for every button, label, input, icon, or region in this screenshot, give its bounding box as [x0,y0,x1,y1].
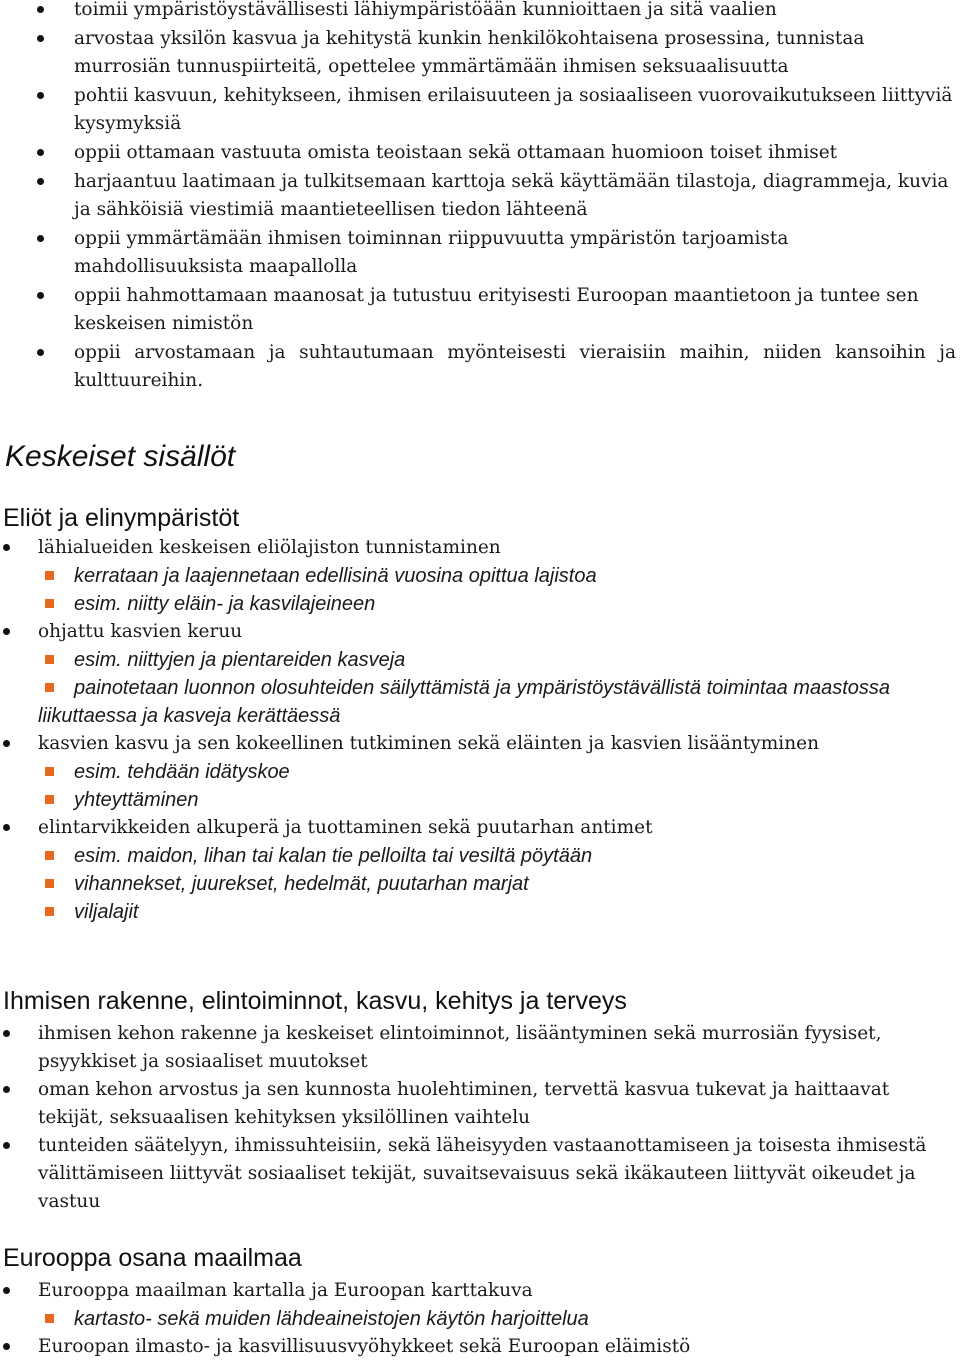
bullet-icon [3,1287,10,1294]
bullet-icon [37,149,44,156]
square-bullet-icon [45,683,54,692]
sub-list-item: kartasto- sekä muiden lähdeaineistojen käytön harjoittelua [0,1305,960,1333]
list-item: kasvien kasvu ja sen kokeellinen tutkiminen sekä eläinten ja kasvien lisääntyminen [0,730,960,758]
bullet-icon [3,824,10,831]
bullet-icon [37,235,44,242]
sub-list-item: esim. niitty eläin- ja kasvilajeineen [0,590,960,618]
list-item: harjaantuu laatimaan ja tulkitsemaan karttoja sekä käyttämään tilastoja, diagrammeja, kuvia ja sähköisiä viestimiä maantieteellisen tiedon lähteenä [0,168,960,224]
bullet-icon [37,178,44,185]
list-item: Eurooppa maailman kartalla ja Euroopan karttakuva [0,1277,960,1305]
list-item: oppii arvostamaan ja suhtautumaan myönteisesti vieraisiin maihin, niiden kansoihin ja kulttuureihin. [0,339,960,395]
list-item: toimii ympäristöystävällisesti lähiympäristöään kunnioittaen ja sitä vaalien [0,0,960,24]
list-item: pohtii kasvuun, kehitykseen, ihmisen erilaisuuteen ja sosiaaliseen vuorovaikutukseen liittyviä kysymyksiä [0,82,960,138]
bullet-icon [3,544,10,551]
square-bullet-icon [45,851,54,860]
bullet-icon [37,35,44,42]
bullet-icon [3,1030,10,1037]
section-elio [0,534,960,926]
list-item: oppii hahmottamaan maanosat ja tutustuu erityisesti Euroopan maantietoon ja tuntee sen keskeisen nimistön [0,282,960,338]
bullet-icon [3,1142,10,1149]
bullet-icon [37,6,44,13]
sub-list-item: kerrataan ja laajennetaan edellisinä vuosina opittua lajistoa [0,562,960,590]
objectives-list [0,0,960,396]
square-bullet-icon [45,907,54,916]
section-ihminen [0,1020,960,1216]
sub-list-item: esim. niittyjen ja pientareiden kasveja [0,646,960,674]
section-title-elio: Eliöt ja elinympäristöt [3,504,240,532]
list-item: ohjattu kasvien keruu [0,618,960,646]
list-item: elintarvikkeiden alkuperä ja tuottaminen sekä puutarhan antimet [0,814,960,842]
sub-list-item: vihannekset, juurekset, hedelmät, puutarhan marjat [0,870,960,898]
bullet-icon [3,740,10,747]
bullet-icon [3,1343,10,1350]
list-item: Euroopan ilmasto- ja kasvillisuusvyöhykkeet sekä Euroopan eläimistö [0,1333,960,1361]
square-bullet-icon [45,599,54,608]
square-bullet-icon [45,571,54,580]
list-item: lähialueiden keskeisen eliölajiston tunnistaminen [0,534,960,562]
square-bullet-icon [45,795,54,804]
square-bullet-icon [45,655,54,664]
sub-list-item: viljalajit [0,898,960,926]
sub-list-item: esim. maidon, lihan tai kalan tie pelloilta tai vesiltä pöytään [0,842,960,870]
sub-list-item: esim. tehdään idätyskoe [0,758,960,786]
bullet-icon [37,292,44,299]
list-item: ihmisen kehon rakenne ja keskeiset elintoiminnot, lisääntyminen sekä murrosiän fyysiset, psyykkiset ja sosiaaliset muutokset [0,1020,960,1076]
bullet-icon [37,349,44,356]
section-title-eurooppa: Eurooppa osana maailmaa [3,1244,302,1272]
list-item: oppii ymmärtämään ihmisen toiminnan riippuvuutta ympäristön tarjoamista mahdollisuuksista maapallolla [0,225,960,281]
square-bullet-icon [45,879,54,888]
list-item: oppii ottamaan vastuuta omista teoistaan sekä ottamaan huomioon toiset ihmiset [0,139,960,167]
bullet-icon [37,92,44,99]
square-bullet-icon [45,1314,54,1323]
list-item: arvostaa yksilön kasvua ja kehitystä kunkin henkilökohtaisena prosessina, tunnistaa murrosiän tunnuspiirteitä, opettelee ymmärtämään ihmisen seksuaalisuutta [0,25,960,81]
section-eurooppa [0,1277,960,1361]
main-heading: Keskeiset sisällöt [5,440,236,473]
sub-list-item: painotetaan luonnon olosuhteiden säilyttämistä ja ympäristöystävällistä toimintaa maastossa liikuttaessa ja kasveja kerättäessä [38,677,891,727]
list-item: tunteiden säätelyyn, ihmissuhteisiin, sekä läheisyyden vastaanottamiseen ja toisesta ihmisestä välittämiseen liittyvät sosiaaliset tekijät, suvaitsevaisuus sekä ikäkauteen liittyvät oikeudet ja vastuu [0,1132,960,1216]
bullet-icon [3,1086,10,1093]
list-item: oman kehon arvostus ja sen kunnosta huolehtiminen, tervettä kasvua tukevat ja haittaavat tekijät, seksuaalisen kehityksen yksilöllinen vaihtelu [0,1076,960,1132]
square-bullet-icon [45,767,54,776]
sub-list-item: yhteyttäminen [0,786,960,814]
bullet-icon [3,628,10,635]
section-title-ihminen: Ihmisen rakenne, elintoiminnot, kasvu, kehitys ja terveys [3,987,627,1015]
